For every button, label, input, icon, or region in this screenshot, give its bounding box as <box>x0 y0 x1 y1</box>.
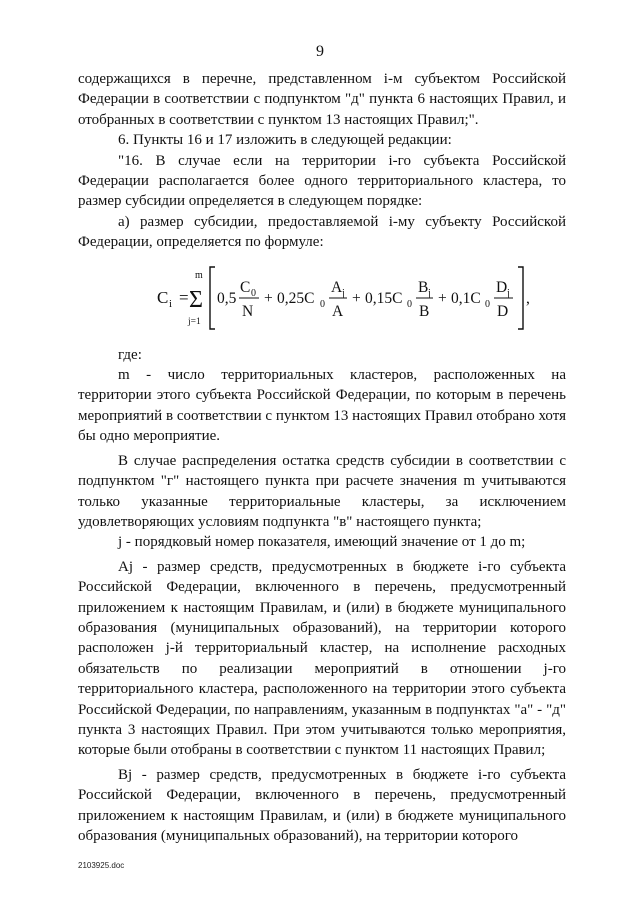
page-number: 9 <box>316 43 324 60</box>
term4-denominator: D <box>497 302 509 320</box>
term3-denominator: B <box>419 302 430 320</box>
term3-numerator: B <box>418 278 429 296</box>
formula-equals: = <box>179 287 189 307</box>
definition-bj: Bj - размер средств, предусмотренных в бюджете i-го субъекта Российской Федерации, включенного в перечень, предусмотренный приложением к настоящим Правилам, и (или) в бюджете муниципального образования (муниципальных образований), на территории которого <box>78 766 566 844</box>
paragraph-item-6: 6. Пункты 16 и 17 изложить в следующей редакции: <box>118 132 452 149</box>
paragraph-continuation: содержащихся в перечне, представленном i-м субъектом Российской Федерации в соответствии с подпунктом "д" пункта 6 настоящих Правил, и отобранных в соответствии с пунктом 13 настоящих Правил;". <box>78 71 566 128</box>
document-footer-filename: 2103925.doc <box>78 861 125 870</box>
term2-coefficient: 0,25C <box>277 289 315 307</box>
term3-coefficient-sub: 0 <box>407 298 412 310</box>
paragraph-point-16: "16. В случае если на территории i-го субъекта Российской Федерации располагается более одного территориального кластера, то размер субсидии определяется в следующем порядке: <box>78 152 566 210</box>
term4-numerator-sub: j <box>507 287 510 299</box>
sum-lower-limit: j=1 <box>188 316 201 327</box>
term2-coefficient-sub: 0 <box>320 298 325 310</box>
term3-coefficient: 0,15C <box>365 289 403 307</box>
term1-coefficient: 0,5 <box>217 289 237 307</box>
formula-lhs: C <box>157 287 169 307</box>
term4-coefficient-sub: 0 <box>485 298 490 310</box>
sum-upper-limit: m <box>195 269 203 281</box>
term2-numerator-sub: j <box>342 287 345 299</box>
term4-numerator: D <box>496 278 508 296</box>
term1-numerator-sub: 0 <box>251 287 256 299</box>
document-body <box>78 69 566 846</box>
definition-aj: Aj - размер средств, предусмотренных в бюджете i-го субъекта Российской Федерации, включенного в перечень, предусмотренный приложением к настоящим Правилам, и (или) в бюджете муниципального образования (муниципальных образований), на территории которого расположен j-й территориальный кластер, на исполнение расходных обязательств по реализации мероприятий в отношении j-го территориального кластера, расположенного на территории этого субъекта Российской Федерации, по направлениям, указанным в подпунктах "а" - "д" пункта 3 настоящих Правил. При этом учитываются только мероприятия, которые были отобраны в соответствии с пунктом 11 настоящих Правил; <box>78 558 566 759</box>
subsidy-formula-block <box>78 263 566 337</box>
plus-sign-2: + <box>352 289 361 307</box>
term2-denominator: A <box>332 302 344 320</box>
left-bracket <box>210 267 215 329</box>
sum-sign: Σ <box>189 286 203 313</box>
term3-numerator-sub: j <box>428 287 431 299</box>
definition-j: j - порядковый номер показателя, имеющий значение от 1 до m; <box>118 534 526 551</box>
paragraph-remainder-distribution: В случае распределения остатка средств субсидии в соответствии с подпунктом "г" настоящего пункта при расчете значения m учитываются только указанные территориальные кластеры, за исключением удовлетворяющих условиям подпункта "в" настоящего пункта; <box>78 452 566 530</box>
right-bracket <box>518 267 523 329</box>
term1-numerator: C <box>240 278 251 296</box>
definition-m: m - число территориальных кластеров, расположенных на территории этого субъекта Российской Федерации, по которым в перечень мероприятий в соответствии с пунктом 13 настоящих Правил отобрано хотя бы одно мероприятие. <box>78 367 566 445</box>
where-label: где: <box>118 346 142 363</box>
paragraph-subpoint-a: а) размер субсидии, предоставляемой i-му субъекту Российской Федерации, определяется по формуле: <box>78 213 566 251</box>
term4-coefficient: 0,1C <box>451 289 481 307</box>
plus-sign-1: + <box>264 289 273 307</box>
formula-trailing-comma: , <box>526 289 530 307</box>
term2-numerator: A <box>331 278 343 296</box>
plus-sign-3: + <box>438 289 447 307</box>
term1-denominator: N <box>242 302 254 320</box>
subsidy-formula <box>78 263 566 337</box>
formula-lhs-sub: i <box>169 297 173 310</box>
